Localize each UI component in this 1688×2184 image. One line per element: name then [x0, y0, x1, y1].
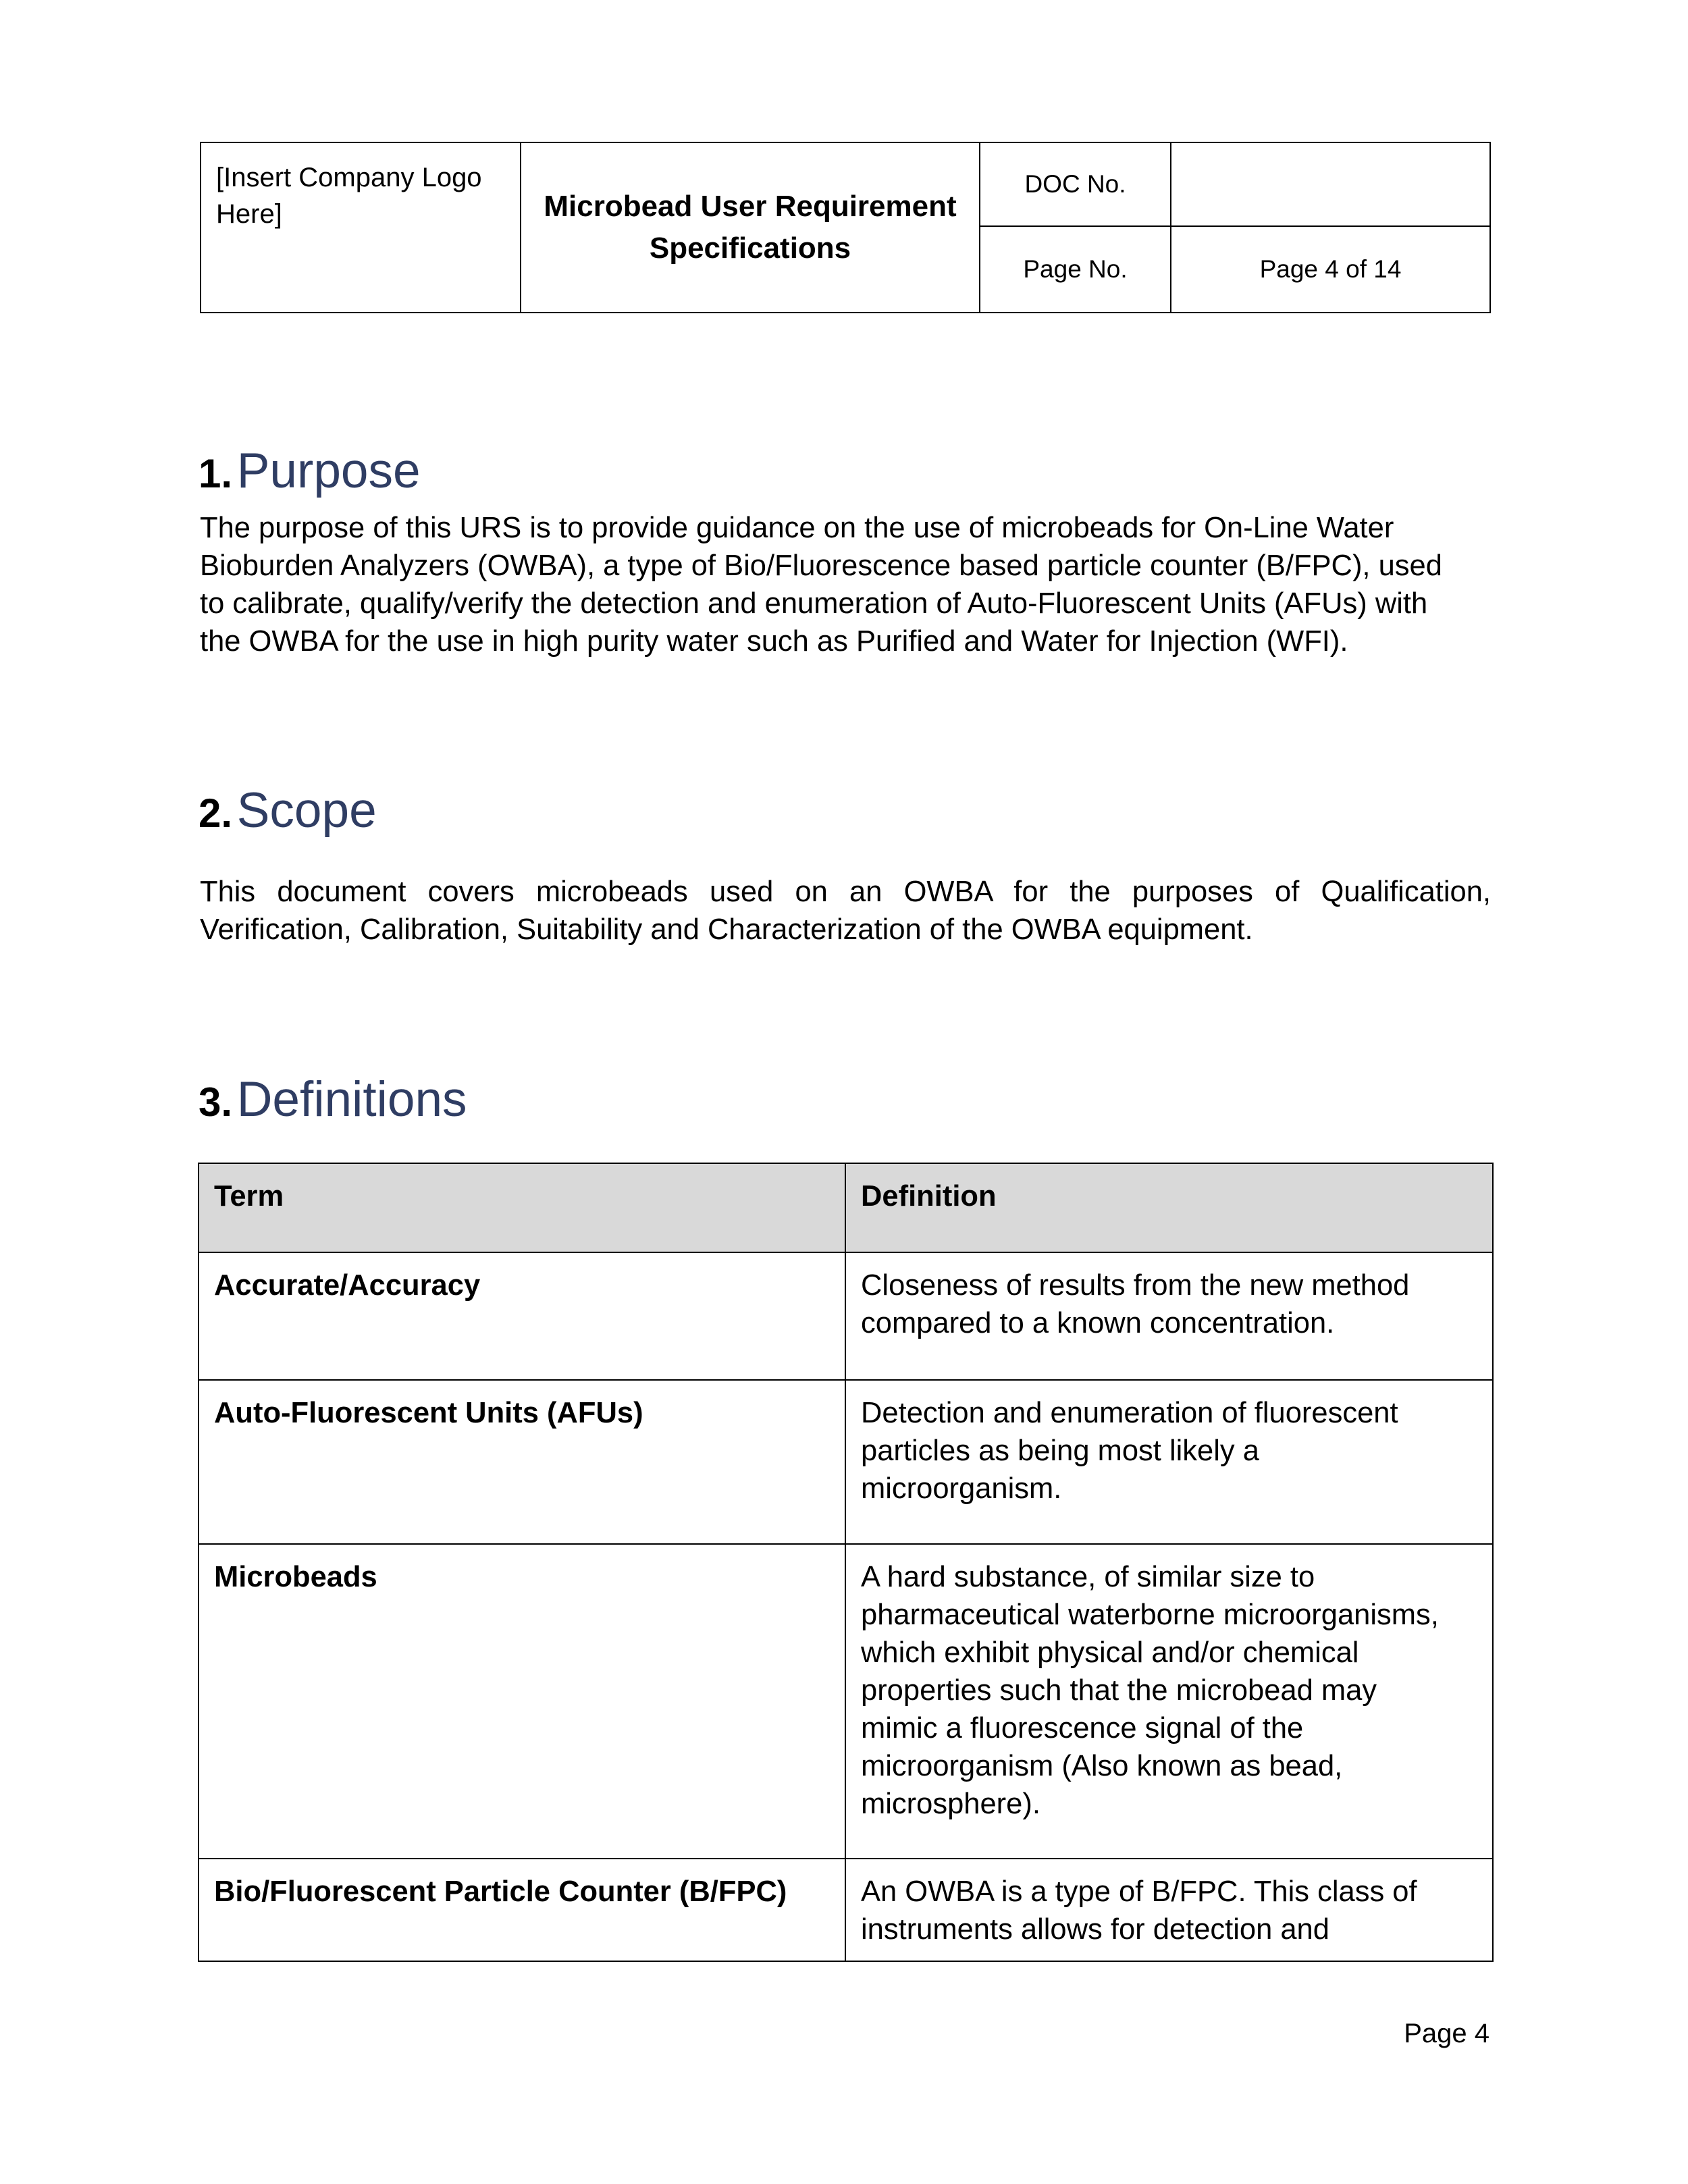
purpose-line: Bioburden Analyzers (OWBA), a type of Bio/Fluorescence based particle counter (B/FPC), used [200, 550, 1442, 582]
definition-line: microsphere). [861, 1788, 1040, 1820]
definition-line: microorganism (Also known as bead, [861, 1750, 1343, 1782]
scope-line: This document covers microbeads used on an OWBA for the purposes of Qualification, [200, 876, 1491, 908]
term-cell: Bio/Fluorescent Particle Counter (B/FPC) [199, 1859, 845, 1961]
term-column-header: Term [199, 1163, 845, 1252]
definition-line: An OWBA is a type of B/FPC. This class of [861, 1875, 1417, 1908]
table-row [199, 1380, 1493, 1544]
definition-line: Detection and enumeration of fluorescent [861, 1397, 1398, 1429]
definition-line: instruments allows for detection and [861, 1913, 1329, 1946]
definition-line: particles as being most likely a [861, 1435, 1259, 1467]
definition-line: A hard substance, of similar size to [861, 1561, 1315, 1593]
term-cell: Auto-Fluorescent Units (AFUs) [199, 1380, 845, 1544]
definition-column-header: Definition [845, 1163, 1493, 1252]
page-footer-number: Page 4 [1404, 2019, 1489, 2048]
definition-line: Closeness of results from the new method [861, 1269, 1410, 1302]
table-row [199, 1859, 1493, 1961]
definitions-section-number: 3. [199, 1080, 233, 1125]
doc-no-label: DOC No. [980, 142, 1171, 226]
document-header-table [200, 142, 1491, 313]
purpose-line: the OWBA for the use in high purity water such as Purified and Water for Injection (WFI). [200, 625, 1348, 658]
definition-cell [845, 1252, 1493, 1380]
purpose-section-number: 1. [199, 451, 233, 496]
definition-line: which exhibit physical and/or chemical [861, 1636, 1359, 1669]
scope-line: Verification, Calibration, Suitability and Characterization of the OWBA equipment. [200, 913, 1253, 946]
definitions-header-row [199, 1163, 1493, 1252]
document-title [521, 142, 980, 313]
scope-paragraph [200, 873, 1491, 949]
document-title-line1: Microbead User Requirement [544, 190, 957, 223]
scope-section-number: 2. [199, 791, 233, 836]
definition-line: mimic a fluorescence signal of the [861, 1712, 1304, 1744]
definition-line: compared to a known concentration. [861, 1307, 1335, 1339]
definition-line: microorganism. [861, 1472, 1062, 1505]
purpose-line: The purpose of this URS is to provide guidance on the use of microbeads for On-Line Water [200, 512, 1394, 544]
document-title-line2: Specifications [649, 232, 851, 265]
definition-cell [845, 1859, 1493, 1961]
definition-line: properties such that the microbead may [861, 1674, 1377, 1707]
definition-cell [845, 1380, 1493, 1544]
purpose-section-title: Purpose [236, 444, 421, 498]
logo-placeholder-line1: [Insert Company Logo [216, 163, 482, 192]
table-row [199, 1252, 1493, 1380]
purpose-heading [199, 446, 421, 496]
definition-cell [845, 1544, 1493, 1859]
company-logo-placeholder [201, 142, 521, 313]
definition-line: pharmaceutical waterborne microorganisms, [861, 1599, 1439, 1631]
term-cell: Accurate/Accuracy [199, 1252, 845, 1380]
page-no-value: Page 4 of 14 [1171, 226, 1490, 313]
purpose-paragraph [200, 509, 1491, 660]
definitions-table [198, 1163, 1494, 1962]
purpose-line: to calibrate, qualify/verify the detection and enumeration of Auto-Fluorescent Units (AFUs) with [200, 587, 1428, 620]
scope-heading [199, 783, 377, 838]
scope-section-title: Scope [236, 783, 377, 838]
doc-no-value [1171, 142, 1490, 226]
table-row [199, 1544, 1493, 1859]
page-no-label: Page No. [980, 226, 1171, 313]
definitions-section-title: Definitions [236, 1072, 467, 1127]
logo-placeholder-line2: Here] [216, 199, 282, 229]
definitions-heading [199, 1072, 467, 1127]
term-cell: Microbeads [199, 1544, 845, 1859]
